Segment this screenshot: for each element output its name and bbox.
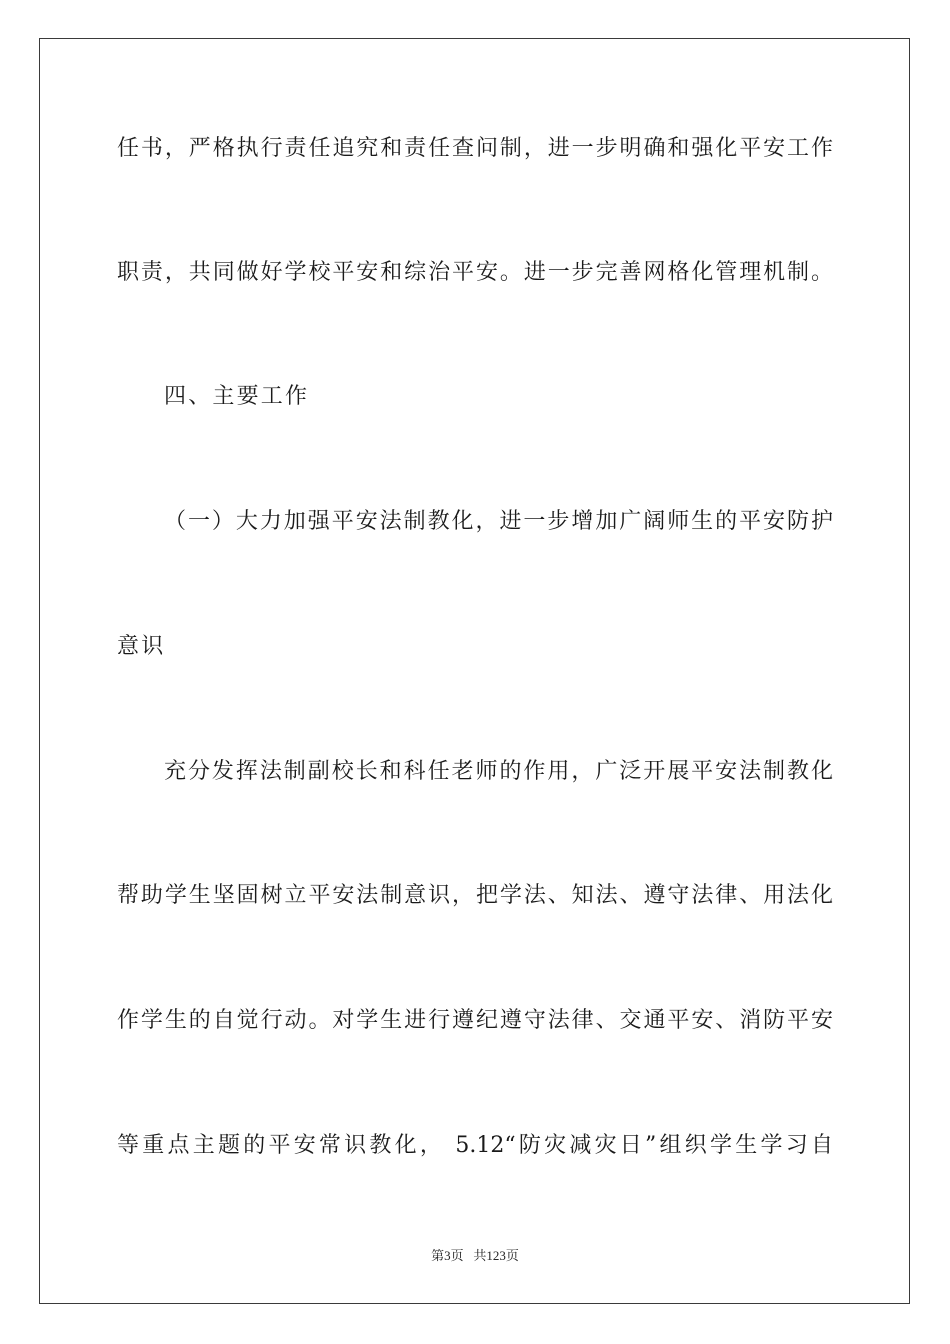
text-line-7: 帮助学生坚固树立平安法制意识，把学法、知法、遵守法律、用法化 [117, 883, 833, 908]
page-footer [0, 1247, 950, 1265]
subsection-heading: （一）大力加强平安法制教化，进一步增加广阔师生的平安防护 [164, 509, 833, 534]
paragraph-start: 充分发挥法制副校长和科任老师的作用，广泛开展平安法制教化 [164, 759, 833, 784]
text-line-5: 意识 [117, 634, 166, 659]
text-line-1: 任书，严格执行责任追究和责任查问制，进一步明确和强化平安工作 [117, 136, 833, 161]
page-number: 第3页 [431, 1248, 464, 1263]
text-line-8: 作学生的自觉行动。对学生进行遵纪遵守法律、交通平安、消防平安 [117, 1008, 833, 1033]
section-heading: 四、主要工作 [164, 384, 310, 409]
text-line-2: 职责，共同做好学校平安和综治平安。进一步完善网格化管理机制。 [117, 260, 833, 285]
text-line-9: 等重点主题的平安常识教化， 5.12“防灾减灾日”组织学生学习自 [117, 1133, 833, 1158]
total-pages: 共123页 [473, 1248, 519, 1263]
page-border [39, 38, 910, 1304]
